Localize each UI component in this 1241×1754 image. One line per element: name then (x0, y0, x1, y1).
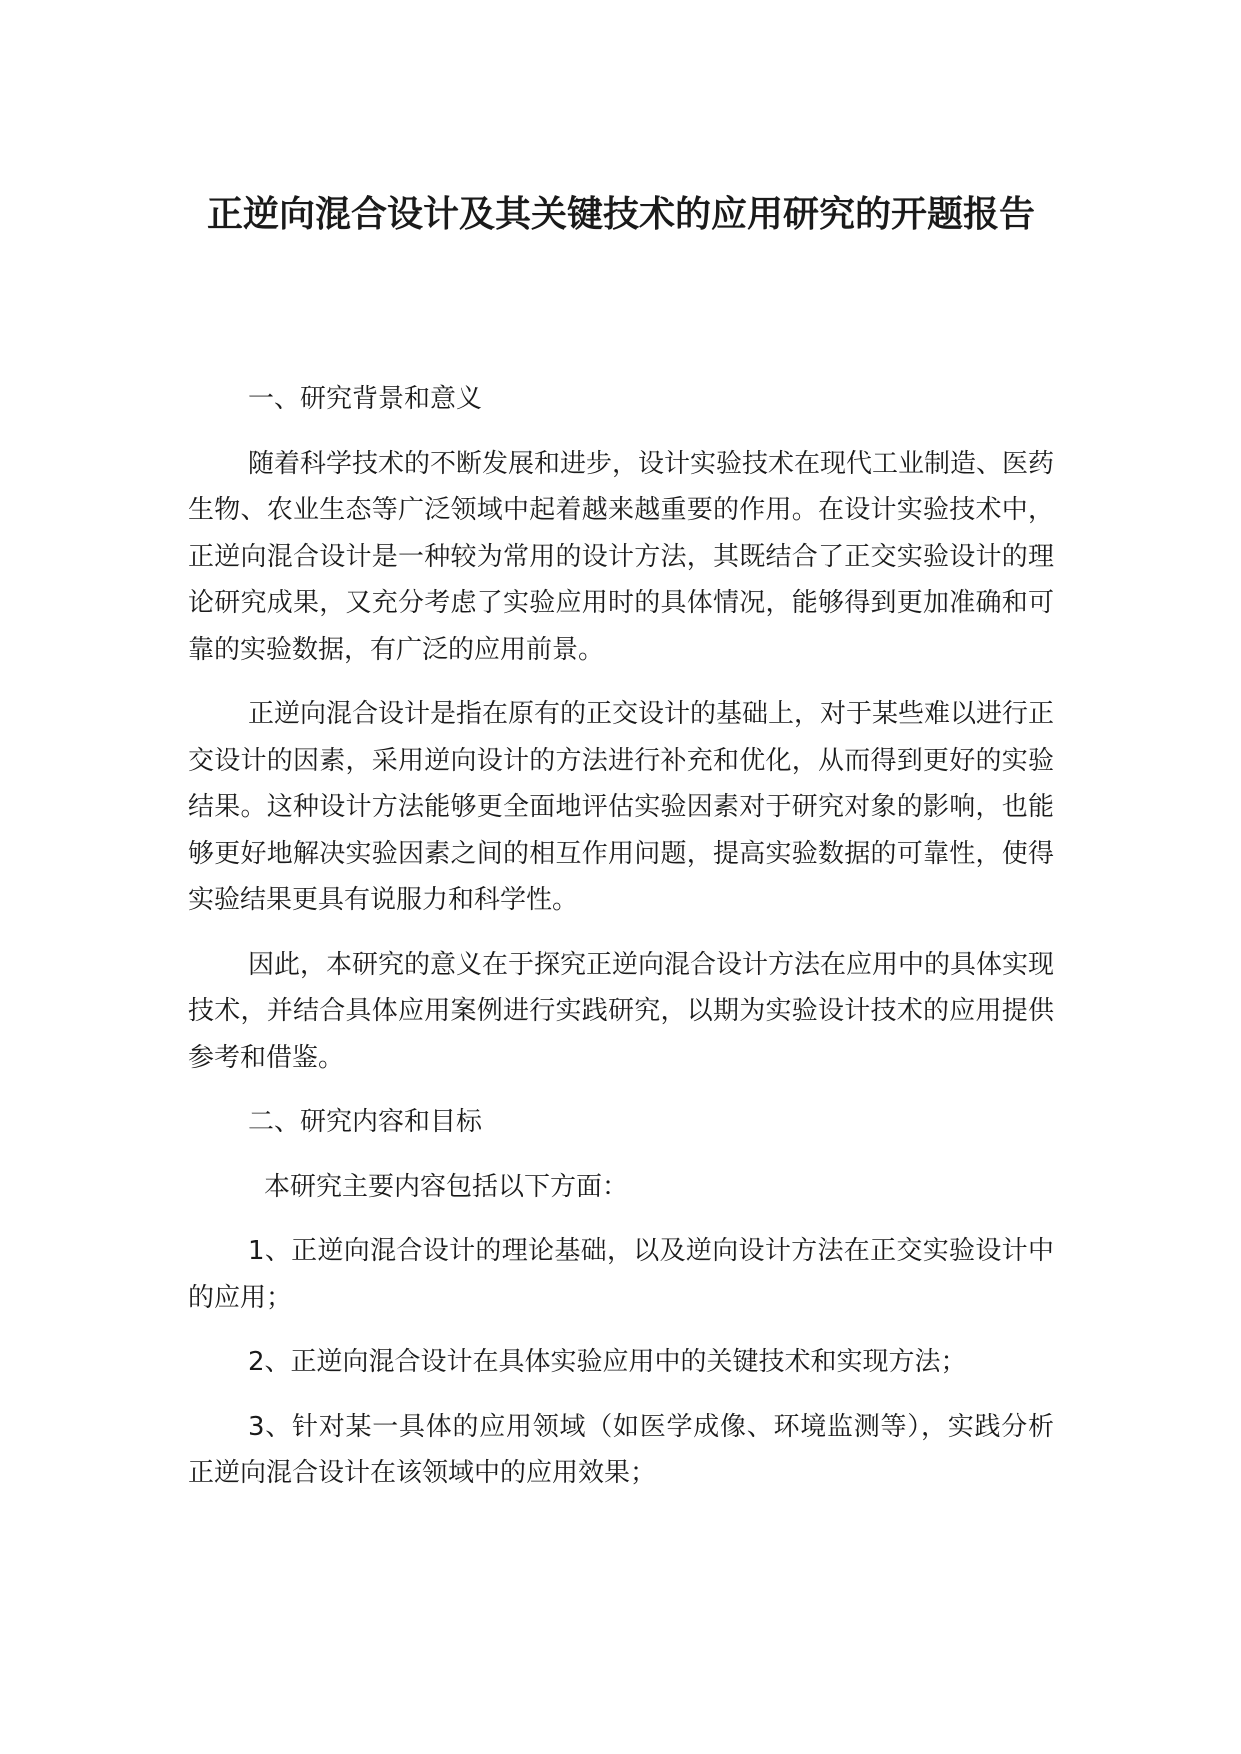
paragraph-background-1: 随着科学技术的不断发展和进步，设计实验技术在现代工业制造、医药生物、农业生态等广泛领域中起着越来越重要的作用。在设计实验技术中，正逆向混合设计是一种较为常用的设计方法，其既结合了正交实验设计的理论研究成果，又充分考虑了实验应用时的具体情况，能够得到更加准确和可靠的实验数据，有广泛的应用前景。 (188, 448, 1055, 665)
document-title: 正逆向混合设计及其关键技术的应用研究的开题报告 (206, 194, 1035, 235)
paragraph-background-2: 正逆向混合设计是指在原有的正交设计的基础上，对于某些难以进行正交设计的因素，采用逆向设计的方法进行补充和优化，从而得到更好的实验结果。这种设计方法能够更全面地评估实验因素对于研究对象的影响，也能够更好地解决实验因素之间的相互作用问题，提高实验数据的可靠性，使得实验结果更具有说服力和科学性。 (188, 699, 1055, 915)
content-list-item-1: 1、正逆向混合设计的理论基础，以及逆向设计方法在正交实验设计中的应用； (188, 1236, 1054, 1313)
content-list-item-3: 3、针对某一具体的应用领域（如医学成像、环境监测等），实践分析正逆向混合设计在该领域中的应用效果； (188, 1411, 1054, 1488)
document-body (188, 376, 1054, 1515)
section-heading-background: 一、研究背景和意义 (248, 384, 483, 414)
content-list-item-2: 2、正逆向混合设计在具体实验应用中的关键技术和实现方法； (248, 1347, 967, 1377)
section-heading-content: 二、研究内容和目标 (248, 1107, 483, 1137)
paragraph-background-3: 因此，本研究的意义在于探究正逆向混合设计方法在应用中的具体实现技术，并结合具体应用案例进行实践研究，以期为实验设计技术的应用提供参考和借鉴。 (188, 949, 1055, 1073)
content-lead-text: 本研究主要内容包括以下方面： (264, 1171, 629, 1202)
